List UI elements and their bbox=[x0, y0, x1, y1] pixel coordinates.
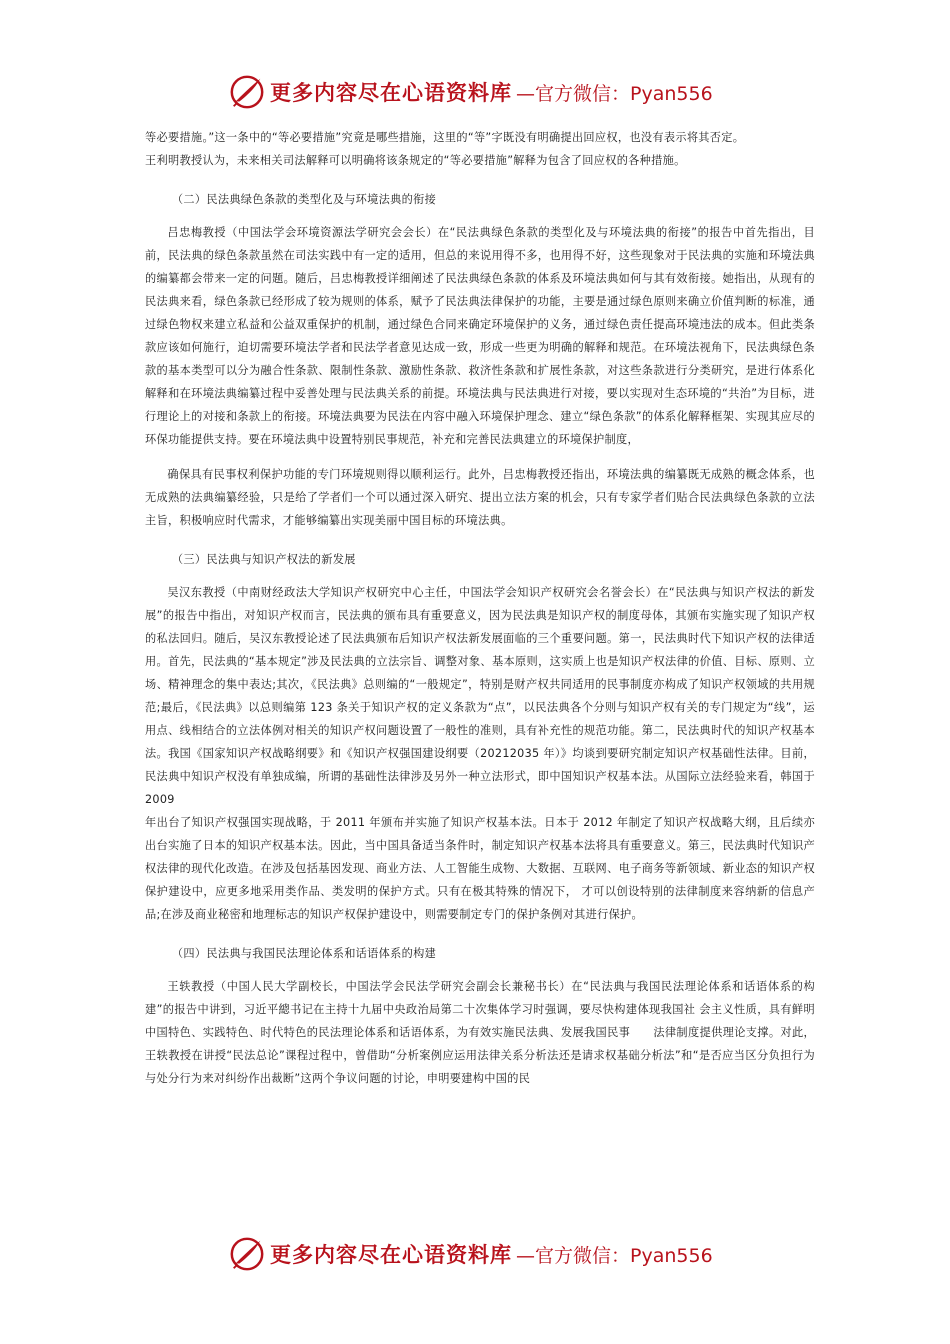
quill-pen-circle-icon bbox=[228, 1235, 266, 1273]
banner-sub-text: —官方微信：Pyan556 bbox=[516, 1244, 713, 1267]
paragraph: 年出台了知识产权强国实现战略，于 2011 年颁布并实施了知识产权基本法。日本于 2012 年制定了知识产权战略大纲，且后续亦出台实施了日本的知识产权基本法。因此，当中国具备适当条件时，制定知识产权基本法将具有重要意义。第三，民法典时代知识产权法律的现代化改造。在涉及包括基因发现、商业方法、人工智能生成物、大数据、互联网、电子商务等新领域、新业态的知识产权保护建设中，应更多地采用类作品、类发明的保护方式。只有在极其特殊的情况下， 才可以创设特别的法律制度来容纳新的信息产品;在涉及商业秘密和地理标志的知识产权保护建设中，则需要制定专门的保护条例对其进行保护。 bbox=[145, 816, 815, 921]
watermark-banner-bottom bbox=[0, 1234, 950, 1274]
section-heading-4: （四）民法典与我国民法理论体系和话语体系的构建 bbox=[171, 947, 437, 960]
quill-pen-circle-icon bbox=[228, 73, 266, 111]
paragraph: 确保具有民事权利保护功能的专门环境规则得以顺利运行。此外，吕忠梅教授还指出，环境法典的编纂既无成熟的概念体系，也无成熟的法典编纂经验，只是给了学者们一个可以通过深入研究、提出立法方案的机会，只有专家学者们贴合民法典绿色条款的立法主旨，积极响应时代需求，才能够编纂出实现美丽中国目标的环境法典。 bbox=[145, 468, 815, 527]
banner-sub-text: —官方微信：Pyan556 bbox=[516, 82, 713, 105]
paragraph-line: 王利明教授认为，未来相关司法解释可以明确将该条规定的“等必要措施”解释为包含了回应权的各种措施。 bbox=[145, 154, 686, 167]
paragraph: 吕忠梅教授（中国法学会环境资源法学研究会会长）在“民法典绿色条款的类型化及与环境法典的衔接”的报告中首先指出，目前，民法典的绿色条款虽然在司法实践中有一定的适用，但总的来说用得不多，也用得不好，这些现象对于民法典的实施和环境法典的编纂都会带来一定的问题。随后，吕忠梅教授详细阐述了民法典绿色条款的体系及环境法典如何与其有效衔接。她指出，从现有的民法典来看，绿色条款已经形成了较为规则的体系，赋予了民法典法律保护的功能，主要是通过绿色原则来确立价值判断的标准，通过绿色物权来建立私益和公益双重保护的机制，通过绿色合同来确定环境保护的义务，通过绿色责任提高环境违法的成本。但此类条款应该如何施行，迫切需要环境法学者和民法学者意见达成一致，形成一些更为明确的解释和规范。在环境法视角下，民法典绿色条款的基本类型可以分为融合性条款、限制性条款、激励性条款、救济性条款和扩展性条款，对这些条款进行分类研究，是进行体系化解释和在环境法典编纂过程中妥善处理与民法典关系的前提。环境法典与民法典进行对接，要以实现对生态环境的“共治”为目标，进行理论上的对接和条款上的衔接。环境法典要为民法在内容中融入环境保护理念、建立“绿色条款”的体系化解释框架、实现其应尽的环保功能提供支持。要在环境法典中设置特别民事规范，补充和完善民法典建立的环境保护制度， bbox=[145, 226, 815, 446]
paragraph: 王轶教授（中国人民大学副校长，中国法学会民法学研究会副会长兼秘书长）在“民法典与我国民法理论体系和话语体系的构建”的报告中讲到，习近平總书记在主持十九届中央政治局第二十次集体学习时强调，要尽快构建体现我国社 会主义性质，具有鲜明中国特色、实践特色、时代特色的民法理论体系和话语体系，为有效实施民法典、发展我国民事 法律制度提供理论支撑。对此，王轶教授在讲授“民法总论”课程过程中，曾借助“分析案例应运用法律关系分析法还是请求权基础分析法”和“是否应当区分负担行为与处分行为来对纠纷作出裁断”这两个争议问题的讨论，申明要建构中国的民 bbox=[145, 980, 815, 1085]
banner-main-text: 更多内容尽在心语资料库 bbox=[270, 1242, 512, 1267]
paragraph: 吴汉东教授（中南财经政法大学知识产权研究中心主任，中国法学会知识产权研究会名誉会长）在“民法典与知识产权法的新发展”的报告中指出，对知识产权而言，民法典的颁布具有重要意义，因为民法典是知识产权的制度母体，其颁布实施实现了知识产权的私法回归。随后，吴汉东教授论述了民法典颁布后知识产权法新发展面临的三个重要问题。第一，民法典时代下知识产权的法律适用。首先，民法典的“基本规定”涉及民法典的立法宗旨、调整对象、基本原则，这实质上也是知识产权法律的价值、目标、原则、立场、精神理念的集中表达;其次，《民法典》总则编的“一般规定”，特别是财产权共同适用的民事制度亦构成了知识产权领域的共用规范;最后，《民法典》以总则编第 123 条关于知识产权的定义条款为“点”，以民法典各个分则与知识产权有关的专门规定为“线”，运用点、线相结合的立法体例对相关的知识产权问题设置了一般性的准则，具有补充性的规范功能。第二，民法典时代的知识产权基本法。我国《国家知识产权战略纲要》和《知识产权强国建设纲要（20212035 年）》均谈到要研究制定知识产权基础性法律。目前，民法典中知识产权没有单独成编，所谓的基础性法律涉及另外一种立法形式，即中国知识产权基本法。从国际立法经验来看，韩国于 2009 bbox=[145, 586, 815, 806]
section-heading-3: （三）民法典与知识产权法的新发展 bbox=[171, 553, 356, 566]
banner-main-text: 更多内容尽在心语资料库 bbox=[270, 80, 512, 105]
section-heading-2: （二）民法典绿色条款的类型化及与环境法典的衔接 bbox=[171, 193, 437, 206]
paragraph-line: 等必要措施。”这一条中的“等必要措施”究竟是哪些措施，这里的“等”字既没有明确提出回应权，也没有表示将其否定。 bbox=[145, 131, 745, 144]
watermark-banner-top bbox=[0, 72, 950, 112]
document-body bbox=[145, 126, 815, 1090]
